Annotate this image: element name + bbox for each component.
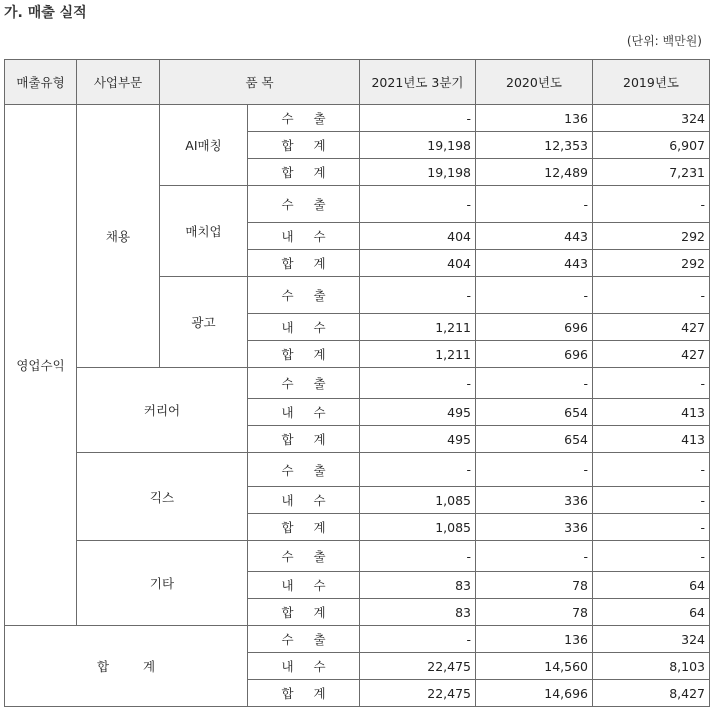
item-ads: 광고 xyxy=(160,277,248,368)
value-cell: 443 xyxy=(476,250,593,277)
segment-hiring: 채용 xyxy=(77,105,160,368)
kind-cell: 수 출 xyxy=(248,453,360,487)
value-cell: 22,475 xyxy=(360,680,476,707)
value-cell: 696 xyxy=(476,314,593,341)
kind-cell: 내 수 xyxy=(248,572,360,599)
kind-cell: 수 출 xyxy=(248,368,360,399)
kind-cell: 내 수 xyxy=(248,653,360,680)
value-cell: 654 xyxy=(476,426,593,453)
value-cell: 64 xyxy=(593,572,710,599)
value-cell: - xyxy=(360,186,476,223)
value-cell: - xyxy=(593,541,710,572)
value-cell: 404 xyxy=(360,250,476,277)
value-cell: - xyxy=(360,277,476,314)
kind-cell: 수 출 xyxy=(248,626,360,653)
value-cell: 136 xyxy=(476,105,593,132)
value-cell: - xyxy=(476,277,593,314)
value-cell: 8,427 xyxy=(593,680,710,707)
segment-etc: 기타 xyxy=(77,541,248,626)
value-cell: 14,696 xyxy=(476,680,593,707)
value-cell: - xyxy=(476,453,593,487)
value-cell: 83 xyxy=(360,599,476,626)
value-cell: 495 xyxy=(360,399,476,426)
value-cell: 7,231 xyxy=(593,159,710,186)
value-cell: 19,198 xyxy=(360,132,476,159)
kind-cell: 수 출 xyxy=(248,186,360,223)
value-cell: 1,085 xyxy=(360,487,476,514)
kind-cell: 내 수 xyxy=(248,223,360,250)
value-cell: 696 xyxy=(476,341,593,368)
header-segment: 사업부문 xyxy=(77,60,160,105)
unit-note: (단위: 백만원) xyxy=(626,34,702,48)
segment-career: 커리어 xyxy=(77,368,248,453)
value-cell: - xyxy=(360,626,476,653)
value-cell: 64 xyxy=(593,599,710,626)
value-cell: 413 xyxy=(593,426,710,453)
value-cell: - xyxy=(593,277,710,314)
kind-cell: 합 계 xyxy=(248,341,360,368)
kind-cell: 수 출 xyxy=(248,541,360,572)
value-cell: 12,353 xyxy=(476,132,593,159)
value-cell: - xyxy=(593,514,710,541)
kind-cell: 합 계 xyxy=(248,132,360,159)
header-revenue-type: 매출유형 xyxy=(5,60,77,105)
value-cell: 654 xyxy=(476,399,593,426)
kind-cell: 내 수 xyxy=(248,487,360,514)
table-row xyxy=(5,105,710,132)
value-cell: 292 xyxy=(593,250,710,277)
kind-cell: 수 출 xyxy=(248,105,360,132)
value-cell: 19,198 xyxy=(360,159,476,186)
value-cell: 1,211 xyxy=(360,314,476,341)
header-2020: 2020년도 xyxy=(476,60,593,105)
value-cell: 78 xyxy=(476,599,593,626)
sales-table xyxy=(4,59,710,707)
header-2019: 2019년도 xyxy=(593,60,710,105)
value-cell: 14,560 xyxy=(476,653,593,680)
value-cell: - xyxy=(360,105,476,132)
value-cell: 83 xyxy=(360,572,476,599)
value-cell: 324 xyxy=(593,626,710,653)
header-2021-q3: 2021년도 3분기 xyxy=(360,60,476,105)
value-cell: 1,211 xyxy=(360,341,476,368)
value-cell: 6,907 xyxy=(593,132,710,159)
kind-cell: 합 계 xyxy=(248,426,360,453)
item-matchup: 매치업 xyxy=(160,186,248,277)
kind-cell: 합 계 xyxy=(248,159,360,186)
value-cell: 292 xyxy=(593,223,710,250)
value-cell: 427 xyxy=(593,314,710,341)
value-cell: - xyxy=(476,368,593,399)
value-cell: 136 xyxy=(476,626,593,653)
value-cell: 324 xyxy=(593,105,710,132)
value-cell: 78 xyxy=(476,572,593,599)
value-cell: 495 xyxy=(360,426,476,453)
value-cell: 336 xyxy=(476,514,593,541)
header-row xyxy=(5,60,710,105)
grand-total-label: 합 계 xyxy=(5,626,248,707)
section-title: 가. 매출 실적 xyxy=(4,5,87,21)
value-cell: - xyxy=(593,453,710,487)
table-row xyxy=(5,453,710,487)
value-cell: 413 xyxy=(593,399,710,426)
kind-cell: 합 계 xyxy=(248,250,360,277)
kind-cell: 내 수 xyxy=(248,314,360,341)
kind-cell: 합 계 xyxy=(248,514,360,541)
table-row xyxy=(5,541,710,572)
value-cell: - xyxy=(360,368,476,399)
value-cell: - xyxy=(593,487,710,514)
kind-cell: 합 계 xyxy=(248,599,360,626)
value-cell: 22,475 xyxy=(360,653,476,680)
value-cell: 12,489 xyxy=(476,159,593,186)
kind-cell: 합 계 xyxy=(248,680,360,707)
value-cell: 427 xyxy=(593,341,710,368)
kind-cell: 내 수 xyxy=(248,399,360,426)
value-cell: - xyxy=(593,186,710,223)
kind-cell: 수 출 xyxy=(248,277,360,314)
value-cell: 1,085 xyxy=(360,514,476,541)
segment-gigs: 긱스 xyxy=(77,453,248,541)
table-row xyxy=(5,368,710,399)
value-cell: 443 xyxy=(476,223,593,250)
value-cell: 336 xyxy=(476,487,593,514)
header-item: 품 목 xyxy=(160,60,360,105)
value-cell: 404 xyxy=(360,223,476,250)
value-cell: - xyxy=(360,541,476,572)
value-cell: 8,103 xyxy=(593,653,710,680)
value-cell: - xyxy=(476,541,593,572)
table-row xyxy=(5,626,710,653)
item-ai-matching: AI매칭 xyxy=(160,105,248,186)
value-cell: - xyxy=(476,186,593,223)
value-cell: - xyxy=(593,368,710,399)
revenue-type-cell: 영업수익 xyxy=(5,105,77,626)
value-cell: - xyxy=(360,453,476,487)
